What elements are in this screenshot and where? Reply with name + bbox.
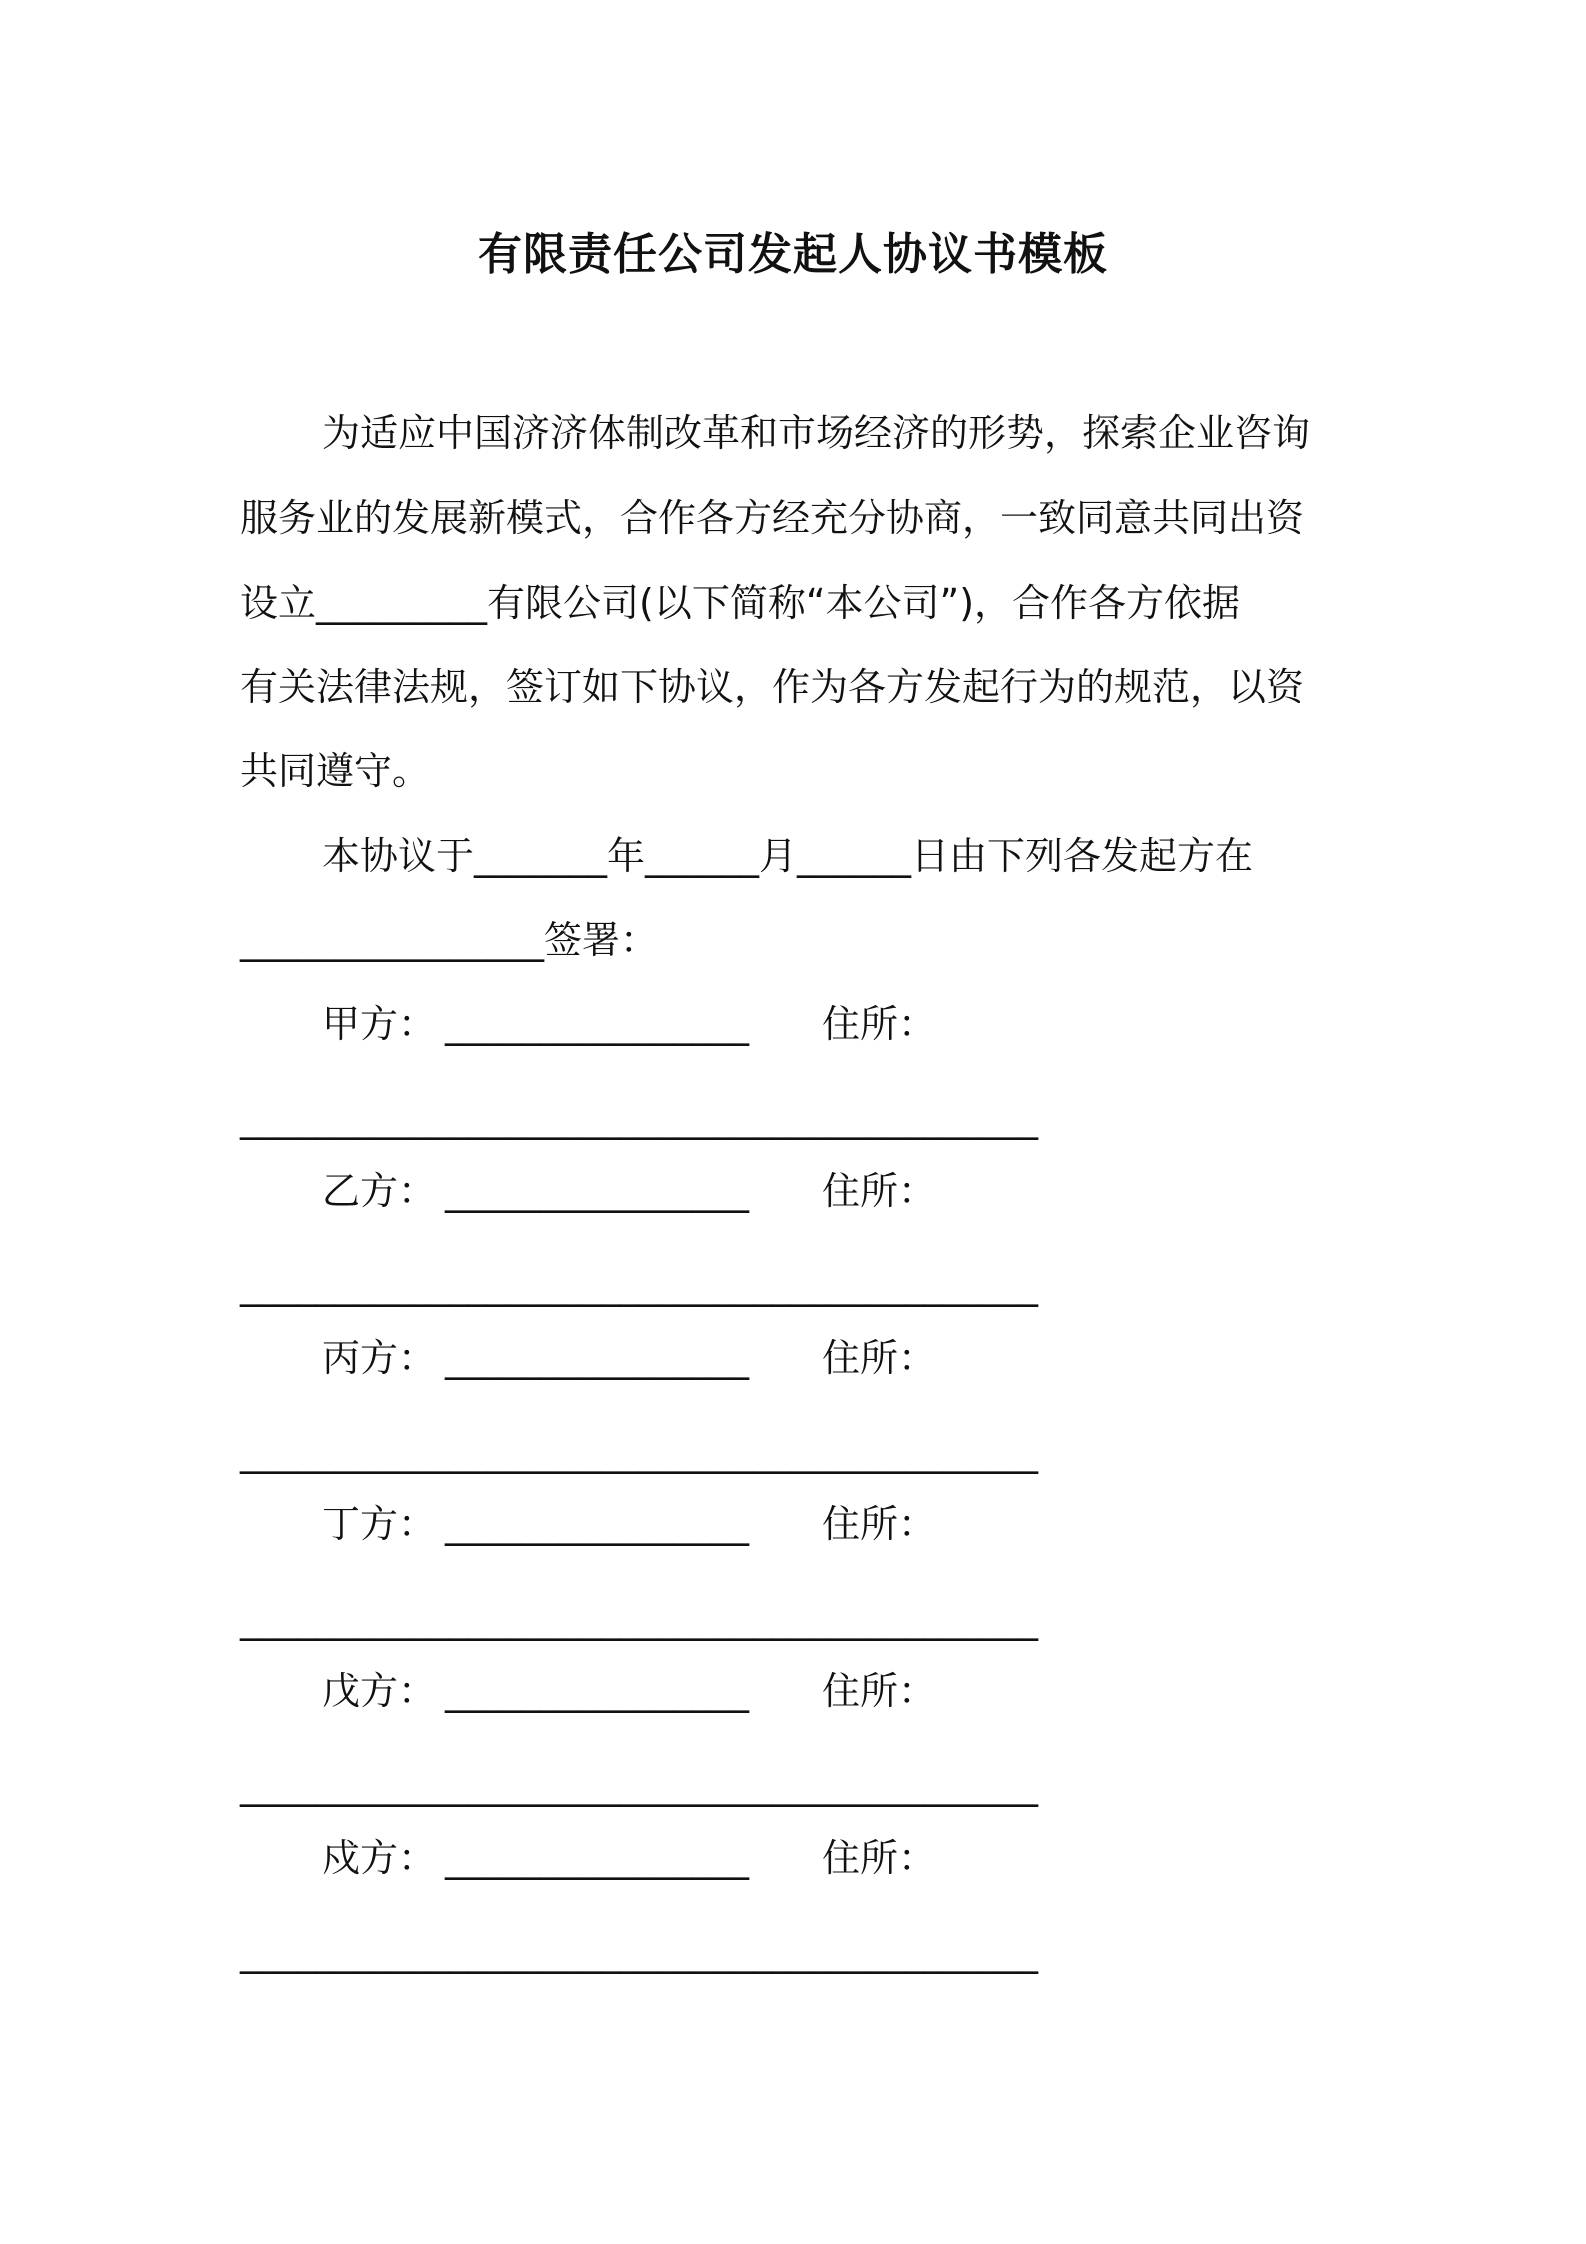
- signing-line-1: 本协议于_______年______月______日由下列各发起方在: [322, 834, 1254, 878]
- intro-paragraph-line-4: 有关法律法规，签订如下协议，作为各方发起行为的规范，以资: [240, 665, 1305, 709]
- party-label: 丙方：: [322, 1336, 437, 1380]
- page-title: 有限责任公司发起人协议书模板: [478, 229, 1108, 280]
- party-name-blank: ________________: [445, 1836, 749, 1880]
- party-address-label: 住所：: [822, 1502, 937, 1546]
- party-label: 甲方：: [322, 1002, 437, 1046]
- intro-paragraph-line-2: 服务业的发展新模式，合作各方经充分协商，一致同意共同出资: [240, 496, 1305, 540]
- party-name-blank: ________________: [445, 1669, 749, 1713]
- party-name-blank: ________________: [445, 1502, 749, 1546]
- intro-paragraph-line-3: 设立_________有限公司(以下简称“本公司”)，合作各方依据: [240, 581, 1241, 625]
- signing-line-2: ________________签署：: [240, 918, 659, 962]
- party-address-blank: __________________________________________: [240, 1263, 1038, 1307]
- party-address-label: 住所：: [822, 1336, 937, 1380]
- party-address-label: 住所：: [822, 1169, 937, 1213]
- party-address-blank: __________________________________________: [240, 1597, 1038, 1641]
- party-name-blank: ________________: [445, 1169, 749, 1213]
- party-address-label: 住所：: [822, 1836, 937, 1880]
- party-name-blank: ________________: [445, 1336, 749, 1380]
- party-address-blank: __________________________________________: [240, 1096, 1038, 1140]
- party-label: 乙方：: [322, 1169, 437, 1213]
- party-name-blank: ________________: [445, 1002, 749, 1046]
- intro-paragraph-line-5: 共同遵守。: [240, 749, 431, 793]
- party-address-label: 住所：: [822, 1669, 937, 1713]
- party-address-blank: __________________________________________: [240, 1930, 1038, 1974]
- party-address-label: 住所：: [822, 1002, 937, 1046]
- party-address-blank: __________________________________________: [240, 1430, 1038, 1474]
- party-label: 戍方：: [322, 1836, 437, 1880]
- intro-paragraph-line-1: 为适应中国济济体制改革和市场经济的形势，探索企业咨询: [322, 411, 1311, 455]
- party-label: 戊方：: [322, 1669, 437, 1713]
- party-address-blank: __________________________________________: [240, 1763, 1038, 1807]
- party-label: 丁方：: [322, 1502, 437, 1546]
